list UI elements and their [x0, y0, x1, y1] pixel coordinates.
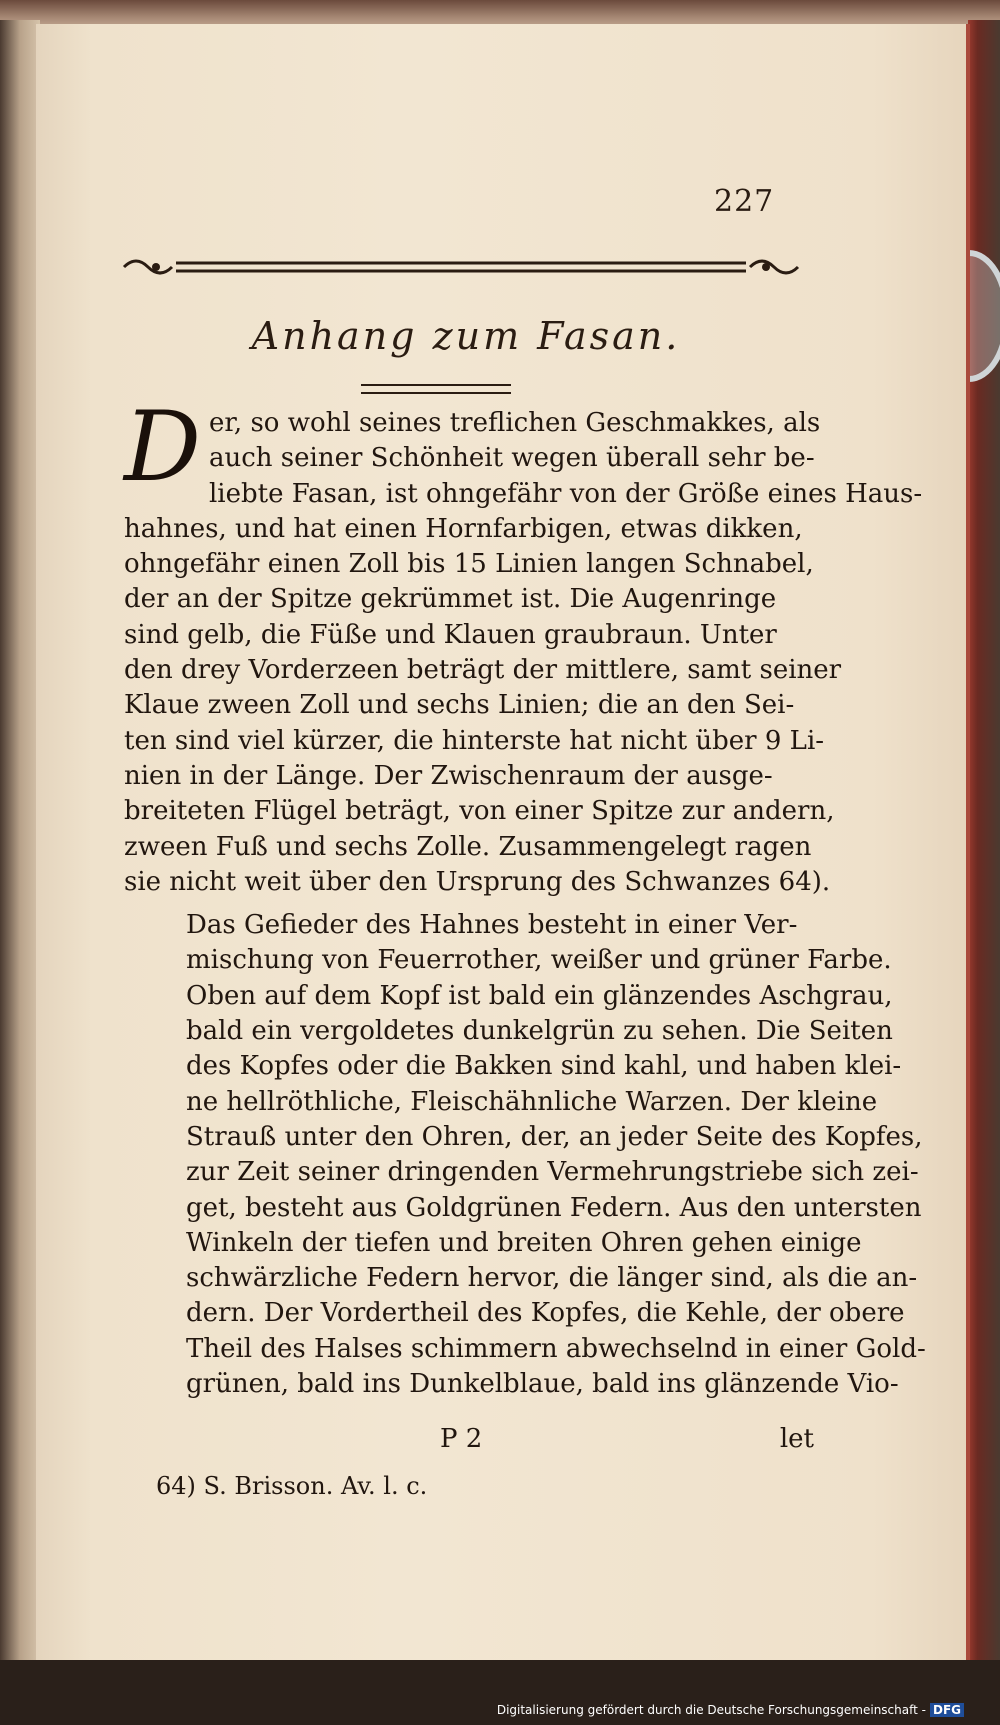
credit-text: Digitalisierung gefördert durch die Deutsche Forschungsgemeinschaft - [496, 1703, 926, 1717]
text-line: auch seiner Schönheit wegen überall sehr be- [208, 443, 815, 474]
text-line: ne hellröthliche, Fleischähnliche Warzen. Der kleine [186, 1086, 878, 1117]
text-line: Theil des Halses schimmern abwechselnd in einer Gold- [186, 1333, 926, 1364]
funding-credit [497, 1703, 964, 1717]
text-line: ohngefähr einen Zoll bis 15 Linien langen Schnabel, [124, 549, 814, 580]
title-rule [361, 384, 511, 394]
chapter-title: Anhang zum Fasan. [251, 314, 681, 358]
text-line: Das Gefieder des Hahnes besteht in einer Ver- [186, 910, 798, 941]
footnote: 64) S. Brisson. Av. l. c. [156, 1472, 428, 1500]
text-line: grünen, bald ins Dunkelblaue, bald ins glänzende Vio- [186, 1369, 899, 1400]
signature-mark: P 2 [440, 1424, 483, 1454]
text-line: ten sind viel kürzer, die hinterste hat nicht über 9 Li- [124, 725, 825, 756]
text-line: zur Zeit seiner dringenden Vermehrungstriebe sich zei- [186, 1157, 919, 1188]
text-line: breiteten Flügel beträgt, von einer Spitze zur andern, [124, 796, 835, 827]
text-line: nien in der Länge. Der Zwischenraum der ausge- [124, 760, 773, 791]
text-line: Strauß unter den Ohren, der, an jeder Seite des Kopfes, [186, 1121, 923, 1152]
text-line: des Kopfes oder die Bakken sind kahl, und haben klei- [186, 1051, 902, 1082]
drop-capital: D [124, 391, 201, 503]
text-line: er, so wohl seines treflichen Geschmakkes, als [208, 408, 821, 438]
paragraph-1-lines [124, 391, 923, 900]
text-line: der an der Spitze gekrümmet ist. Die Augenringe [124, 584, 777, 615]
text-line: Klaue zween Zoll und sechs Linien; die an den Sei- [124, 690, 795, 721]
body-text [124, 391, 926, 1402]
text-line: dern. Der Vordertheil des Kopfes, die Kehle, der obere [186, 1298, 905, 1329]
book-page [36, 24, 970, 1660]
text-line: schwärzliche Federn hervor, die länger sind, als die an- [186, 1263, 918, 1294]
page-number: 227 [714, 184, 775, 219]
text-line: Oben auf dem Kopf ist bald ein glänzendes Aschgrau, [186, 980, 893, 1011]
paragraph-2 [124, 908, 926, 1402]
paragraph-1 [124, 391, 923, 900]
text-line: bald ein vergoldetes dunkelgrün zu sehen. Die Seiten [186, 1016, 893, 1047]
viewer-bottom-bar [0, 1660, 1000, 1725]
header-ornament [116, 252, 806, 282]
text-line: hahnes, und hat einen Hornfarbigen, etwas dikken, [124, 513, 803, 544]
paragraph-2-lines [124, 908, 926, 1402]
dfg-logo: DFG [930, 1703, 964, 1717]
text-line: den drey Vorderzeen beträgt der mittlere, samt seiner [124, 655, 842, 686]
text-line: get, besteht aus Goldgrünen Federn. Aus den untersten [186, 1192, 922, 1223]
text-line: sie nicht weit über den Ursprung des Schwanzes 64). [124, 866, 831, 897]
text-line: mischung von Feuerrother, weißer und grüner Farbe. [186, 945, 892, 976]
text-line: Winkeln der tiefen und breiten Ohren gehen einige [186, 1227, 862, 1258]
text-line: sind gelb, die Füße und Klauen graubraun. Unter [124, 619, 777, 650]
text-line: zween Fuß und sechs Zolle. Zusammengelegt ragen [124, 831, 812, 862]
facing-page-edge [0, 20, 40, 1660]
catchword: let [779, 1424, 814, 1454]
text-line: liebte Fasan, ist ohngefähr von der Größe eines Haus- [208, 478, 923, 509]
